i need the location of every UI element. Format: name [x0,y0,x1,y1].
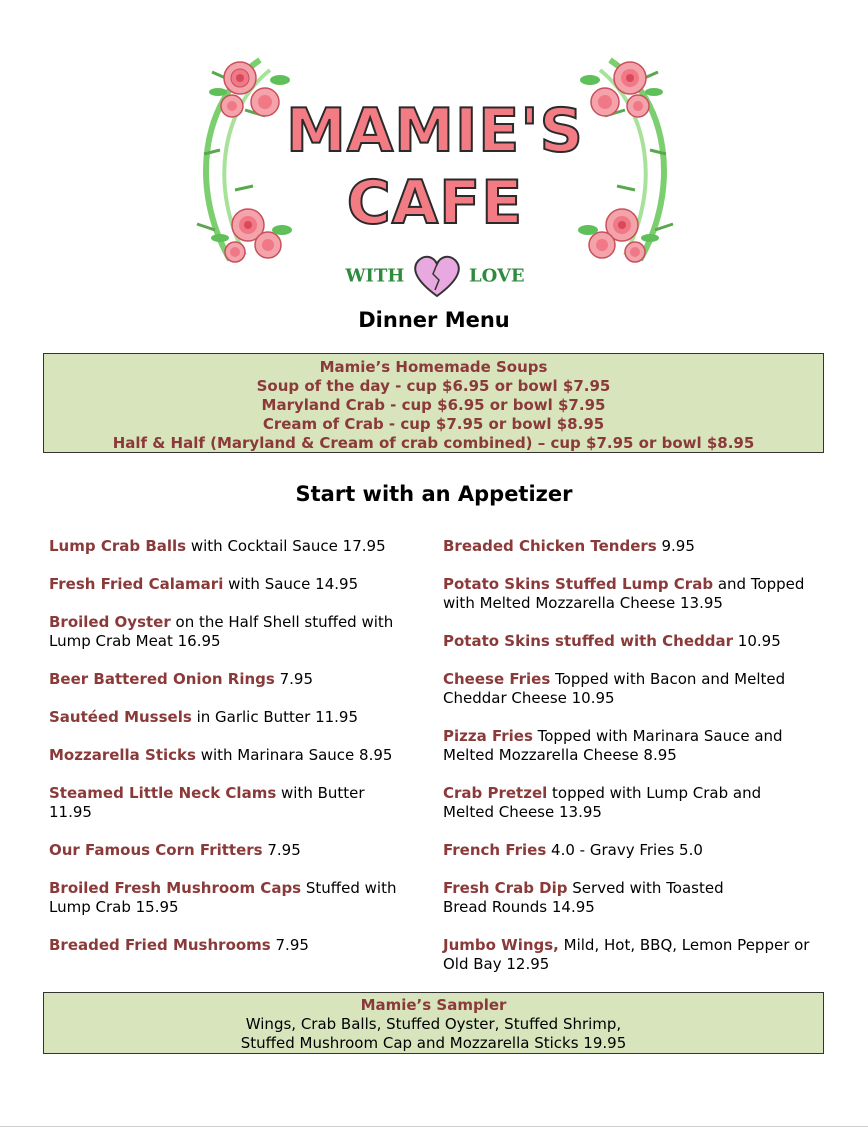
page-bottom-edge [0,1126,868,1127]
soup-item: Maryland Crab - cup $6.95 or bowl $7.95 [261,396,606,414]
menu-item: Sautéed Mussels in Garlic Butter 11.95 [49,708,359,726]
menu-item: Mozzarella Sticks with Marinara Sauce 8.95 [49,746,393,764]
menu-item: Beer Battered Onion Rings 7.95 [49,670,313,688]
menu-item: Crab Pretzel topped with Lump Crab and Melted Cheese 13.95 [443,784,762,821]
sampler-description-line2: Stuffed Mushroom Cap and Mozzarella Sticks 19.95 [240,1034,627,1052]
menu-item: Cheese Fries Topped with Bacon and Melted Cheddar Cheese 10.95 [443,670,786,707]
tagline-love: LOVE [468,265,525,287]
soups-title: Mamie’s Homemade Soups [319,358,548,376]
sampler-description-line1: Wings, Crab Balls, Stuffed Oyster, Stuffed Shrimp, [245,1015,622,1033]
menu-item: Broiled Fresh Mushroom Caps Stuffed with Lump Crab 15.95 [49,879,397,916]
logo-tagline [190,254,680,298]
menu-item: Potato Skins Stuffed Lump Crab and Topped with Melted Mozzarella Cheese 13.95 [443,575,805,612]
menu-item: Breaded Chicken Tenders 9.95 [443,537,695,555]
appetizer-section-title: Start with an Appetizer [295,482,573,506]
menu-title: Dinner Menu [358,308,510,332]
soup-item: Soup of the day - cup $6.95 or bowl $7.95 [256,377,611,395]
menu-item: Steamed Little Neck Clams with Butter 11.95 [49,784,365,821]
logo-title-line2: CAFE [346,168,524,238]
menu-item: Pizza Fries Topped with Marinara Sauce and Melted Mozzarella Cheese 8.95 [443,727,783,764]
menu-item: Breaded Fried Mushrooms 7.95 [49,936,309,954]
sampler-box [43,992,824,1054]
logo-title-line1: MAMIE'S [286,96,584,166]
cafe-logo [190,40,680,305]
soup-item: Cream of Crab - cup $7.95 or bowl $8.95 [262,415,605,433]
menu-item: Lump Crab Balls with Cocktail Sauce 17.95 [49,537,386,555]
soups-box [43,353,824,453]
menu-item: Broiled Oyster on the Half Shell stuffed with Lump Crab Meat 16.95 [49,613,394,650]
menu-item: Our Famous Corn Fritters 7.95 [49,841,301,859]
menu-item: French Fries 4.0 - Gravy Fries 5.0 [443,841,703,859]
heart-icon [411,254,463,298]
menu-item: Potato Skins stuffed with Cheddar 10.95 [443,632,781,650]
soup-item: Half & Half (Maryland & Cream of crab combined) – cup $7.95 or bowl $8.95 [112,434,755,452]
menu-item: Fresh Crab Dip Served with Toasted Bread Rounds 14.95 [443,879,724,916]
menu-item: Fresh Fried Calamari with Sauce 14.95 [49,575,359,593]
tagline-with: WITH [345,265,405,287]
sampler-title: Mamie’s Sampler [360,996,507,1014]
menu-item: Jumbo Wings, Mild, Hot, BBQ, Lemon Pepper or Old Bay 12.95 [443,936,810,973]
